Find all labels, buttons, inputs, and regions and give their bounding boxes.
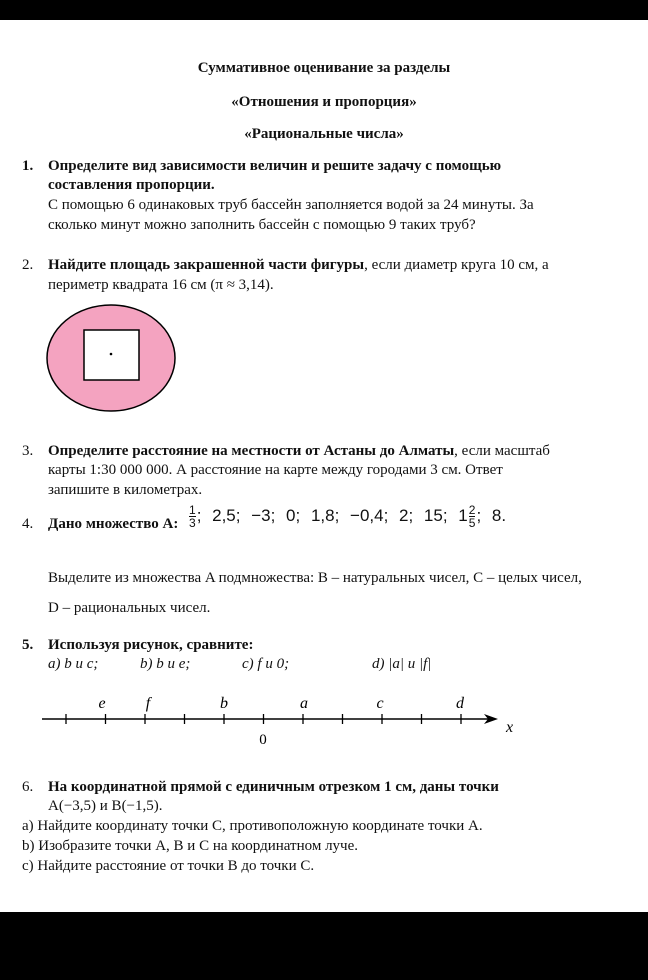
axis-point-labels (98, 695, 465, 712)
q3-line2: карты 1:30 000 000. А расстояние на карте между городами 3 см. Ответ (48, 462, 503, 478)
q2-line2: периметр квадрата 16 см (π ≈ 3,14). (48, 277, 274, 293)
center-dot (110, 353, 113, 356)
q3-line1 (48, 443, 550, 460)
axis-point-label-a: a (300, 695, 308, 712)
q5-opt-a: а) b и с; (48, 656, 99, 672)
q3-line3: запишите в километрах. (48, 482, 203, 498)
q3-task-rest: , если масштаб (454, 443, 550, 459)
circle-square-figure (44, 304, 184, 424)
axis-point-label-f: f (145, 695, 151, 712)
q4-line3: D – рациональных чисел. (48, 600, 211, 616)
q5-number: 5. (22, 637, 34, 653)
axis-point-label-d: d (456, 695, 464, 712)
q6-item-c: c) Найдите расстояние от точки B до точки C. (22, 858, 315, 874)
q6-points: A(−3,5) и B(−1,5). (48, 798, 163, 814)
q6-number: 6. (22, 779, 34, 795)
x-axis-label: x (506, 719, 514, 736)
page-title: Суммативное оценивание за разделы (197, 60, 451, 76)
q3-number: 3. (22, 443, 34, 459)
fraction-one-third (189, 504, 196, 529)
q2-task-rest: , если диаметр круга 10 см, а (364, 257, 549, 273)
q6-item-b: b) Изобразите точки A, B и C на координатном луче. (22, 838, 359, 854)
q1-task-line2: составления пропорции. (48, 177, 215, 193)
set-end: ; 8. (476, 505, 507, 525)
q6-task: На координатной прямой с единичным отрезком 1 см, даны точки (48, 779, 499, 795)
q2-task: Найдите площадь закрашенной части фигуры (48, 257, 365, 273)
section-title-2: «Рациональные числа» (244, 126, 404, 142)
frac2-den: 5 (468, 516, 476, 530)
q5-title: Используя рисунок, сравните: (48, 637, 254, 653)
frac1-num: 1 (189, 503, 196, 517)
frac2-num: 2 (468, 503, 476, 517)
set-items: ; 2,5; −3; 0; 1,8; −0,4; 2; 15; 1 (196, 505, 468, 525)
set-a (188, 504, 506, 529)
q2-line1 (48, 257, 549, 274)
number-line (40, 688, 520, 748)
q4-number: 4. (22, 516, 34, 532)
q5-opt-d: d) |a| и |f| (372, 656, 432, 672)
q5-opt-c: c) f и 0; (242, 656, 290, 672)
fraction-two-fifths (469, 504, 476, 529)
q4-lead: Дано множество А: (48, 516, 179, 532)
axis-point-label-c: c (376, 695, 384, 712)
q3-task: Определите расстояние на местности от Астаны до Алматы (48, 443, 455, 459)
q1-text-line1: С помощью 6 одинаковых труб бассейн заполняется водой за 24 минуты. За (48, 197, 534, 213)
q1-text-line2: сколько минут можно заполнить бассейн с помощью 9 таких труб? (48, 217, 476, 233)
q4-line2: Выделите из множества A подмножества: B – натуральных чисел, C – целых чисел, (48, 570, 582, 586)
q6-item-a: a) Найдите координату точки C, противоположную координате точки A. (22, 818, 483, 834)
axis-point-label-b: b (220, 695, 228, 712)
q5-opt-b: b) b и e; (140, 656, 191, 672)
q1-number: 1. (22, 158, 34, 174)
section-title-1: «Отношения и пропорция» (231, 94, 417, 110)
q2-number: 2. (22, 257, 34, 273)
axis-point-label-e: e (98, 695, 106, 712)
worksheet-page (0, 20, 648, 912)
zero-label: 0 (259, 732, 267, 748)
q1-task-line1: Определите вид зависимости величин и решите задачу с помощью (48, 158, 502, 174)
frac1-den: 3 (189, 516, 196, 530)
